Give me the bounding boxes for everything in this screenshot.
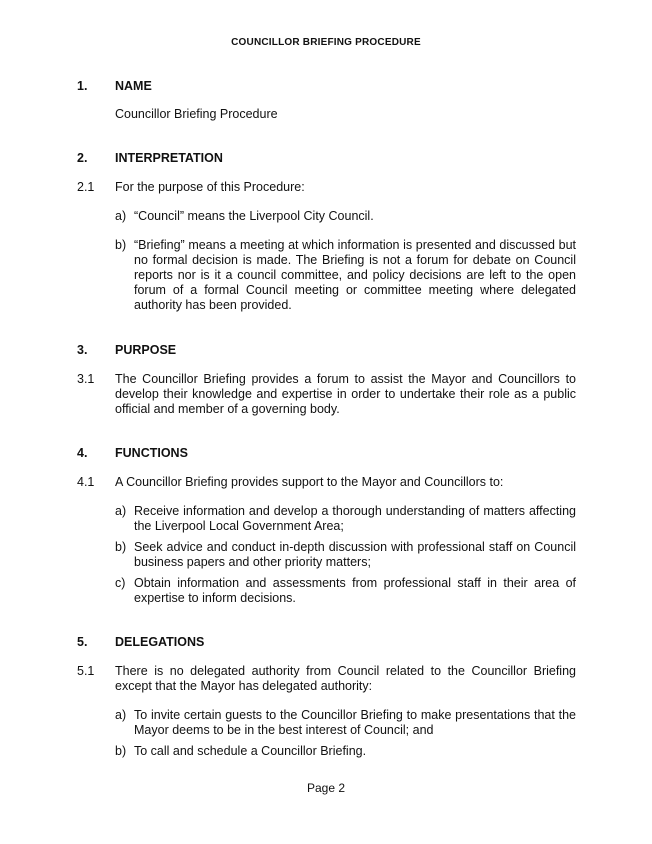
section-5-number: 5. — [77, 635, 88, 649]
list-item-text: “Briefing” means a meeting at which information is presented and discussed but no formal decision is made. The Briefing is not a forum for debate on Council reports nor is it a council committee, and policy decisions are left to the open forum of a formal Council meeting or committee meeting where delegated authority has been provided. — [134, 238, 576, 312]
section-4-title: FUNCTIONS — [115, 446, 188, 460]
list-item-text: To call and schedule a Councillor Briefing. — [134, 744, 367, 758]
list-item — [115, 504, 576, 534]
list-marker: a) — [115, 209, 127, 223]
list-item — [115, 209, 576, 224]
list-marker: b) — [115, 238, 127, 252]
page-number: Page 2 — [306, 781, 346, 795]
section-2-title: INTERPRETATION — [115, 151, 223, 165]
section-1-number: 1. — [77, 79, 88, 93]
clause-3-1-number: 3.1 — [77, 372, 95, 386]
clause-4-1-number: 4.1 — [77, 475, 95, 489]
section-4-number: 4. — [77, 446, 88, 460]
section-3-number: 3. — [77, 343, 88, 357]
list-item-text: Seek advice and conduct in-depth discussion with professional staff on Council business papers and other priority matters; — [134, 540, 576, 569]
section-5-title: DELEGATIONS — [115, 635, 205, 649]
clause-4-1-text: A Councillor Briefing provides support to the Mayor and Councillors to: — [115, 475, 504, 489]
list-item-text: Obtain information and assessments from professional staff in their area of expertise to inform decisions. — [134, 576, 576, 605]
section-3-title: PURPOSE — [115, 343, 177, 357]
list-item — [115, 238, 576, 313]
page-header: COUNCILLOR BRIEFING PROCEDURE — [231, 37, 421, 48]
list-marker: b) — [115, 540, 127, 554]
section-1-body: Councillor Briefing Procedure — [115, 107, 278, 121]
section-1-title: NAME — [115, 79, 152, 93]
list-marker: a) — [115, 504, 127, 518]
clause-3-1-text: The Councillor Briefing provides a forum to assist the Mayor and Councillors to develop their knowledge and expertise in order to undertake their role as a public official and member of a governing body. — [115, 372, 576, 416]
clause-2-1-number: 2.1 — [77, 180, 95, 194]
list-item-text: Receive information and develop a thorough understanding of matters affecting the Liverpool Local Government Area; — [134, 504, 576, 533]
list-item — [115, 576, 576, 606]
list-item-text: “Council” means the Liverpool City Council. — [134, 209, 374, 223]
clause-2-1-text: For the purpose of this Procedure: — [115, 180, 305, 194]
list-item-text: To invite certain guests to the Councillor Briefing to make presentations that the Mayor deems to be in the best interest of Council; and — [134, 708, 576, 737]
list-item — [115, 540, 576, 570]
list-marker: b) — [115, 744, 127, 758]
list-item — [115, 708, 576, 738]
list-marker: c) — [115, 576, 126, 590]
list-item — [115, 744, 576, 759]
clause-5-1-text: There is no delegated authority from Council related to the Councillor Briefing except that the Mayor has delegated authority: — [115, 664, 576, 693]
section-2-number: 2. — [77, 151, 88, 165]
clause-5-1-number: 5.1 — [77, 664, 95, 678]
list-marker: a) — [115, 708, 127, 722]
